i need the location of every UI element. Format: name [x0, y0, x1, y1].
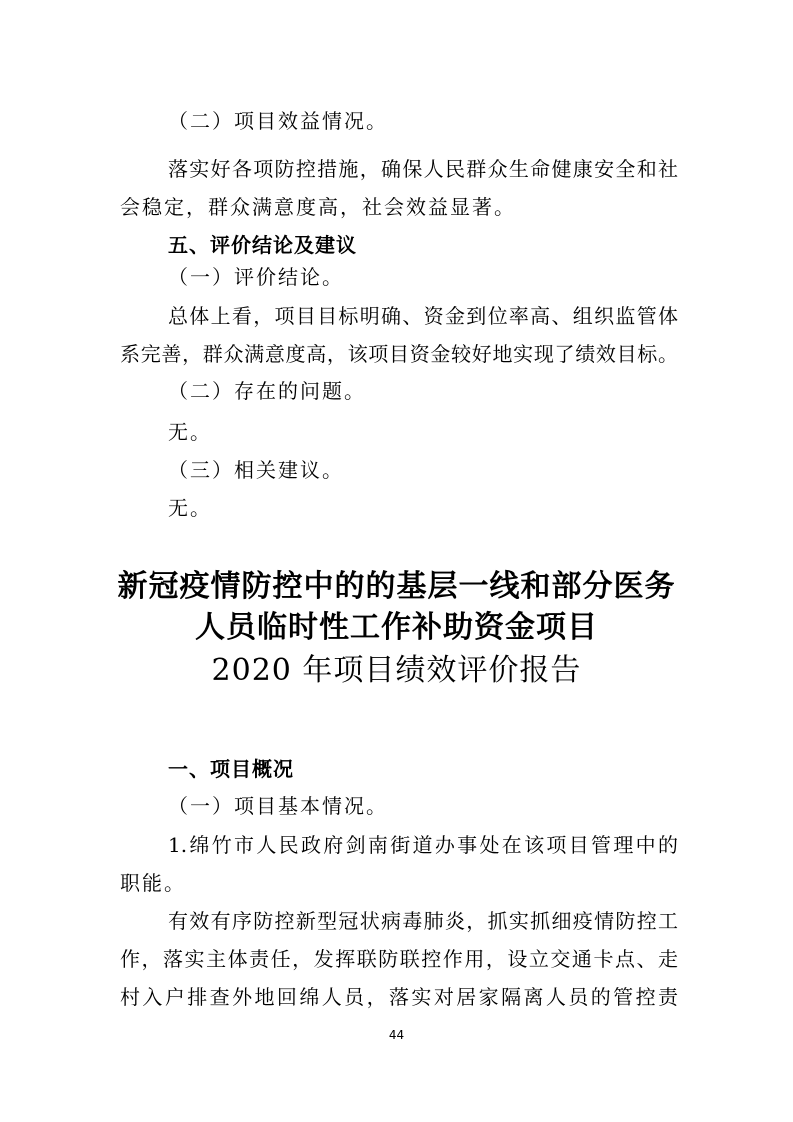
overview-paragraph-line-2: 作，落实主体责任，发挥联防联控作用，设立交通卡点、走: [120, 947, 678, 971]
page-number: 44: [388, 1028, 405, 1042]
conclusion-paragraph-line-1: 总体上看，项目目标明确、资金到位率高、组织监管体: [168, 304, 678, 328]
overview-paragraph-line-3: 村入户排查外地回绵人员，落实对居家隔离人员的管控责: [120, 985, 678, 1009]
overview-subheading-1: （一）项目基本情况。: [168, 794, 388, 818]
overview-paragraph-line-1: 有效有序防控新型冠状病毒肺炎，抓实抓细疫情防控工: [168, 909, 678, 933]
overview-item-1-line-2: 职能。: [120, 871, 186, 895]
conclusion-text-3: 无。: [168, 496, 212, 520]
overview-item-1-line-1: 1.绵竹市人民政府剑南街道办事处在该项目管理中的: [168, 833, 678, 857]
report-title-line-2: 人员临时性工作补助资金项目: [195, 610, 598, 645]
report-title-line-3: 2020 年项目绩效评价报告: [211, 653, 582, 688]
conclusion-subheading-3: （三）相关建议。: [168, 458, 344, 482]
report-title-line-1: 新冠疫情防控中的的基层一线和部分医务: [117, 569, 676, 604]
conclusion-subheading-1: （一）评价结论。: [168, 265, 344, 289]
conclusion-paragraph-line-2: 系完善，群众满意度高，该项目资金较好地实现了绩效目标。: [120, 342, 678, 366]
benefit-heading: （二）项目效益情况。: [168, 109, 388, 133]
conclusion-subheading-2: （二）存在的问题。: [168, 379, 366, 403]
overview-heading: 一、项目概况: [168, 757, 294, 781]
conclusion-text-2: 无。: [168, 420, 212, 444]
conclusion-heading: 五、评价结论及建议: [168, 233, 357, 257]
benefit-paragraph-line-2: 会稳定，群众满意度高，社会效益显著。: [120, 195, 516, 219]
benefit-paragraph-line-1: 落实好各项防控措施，确保人民群众生命健康安全和社: [168, 157, 678, 181]
